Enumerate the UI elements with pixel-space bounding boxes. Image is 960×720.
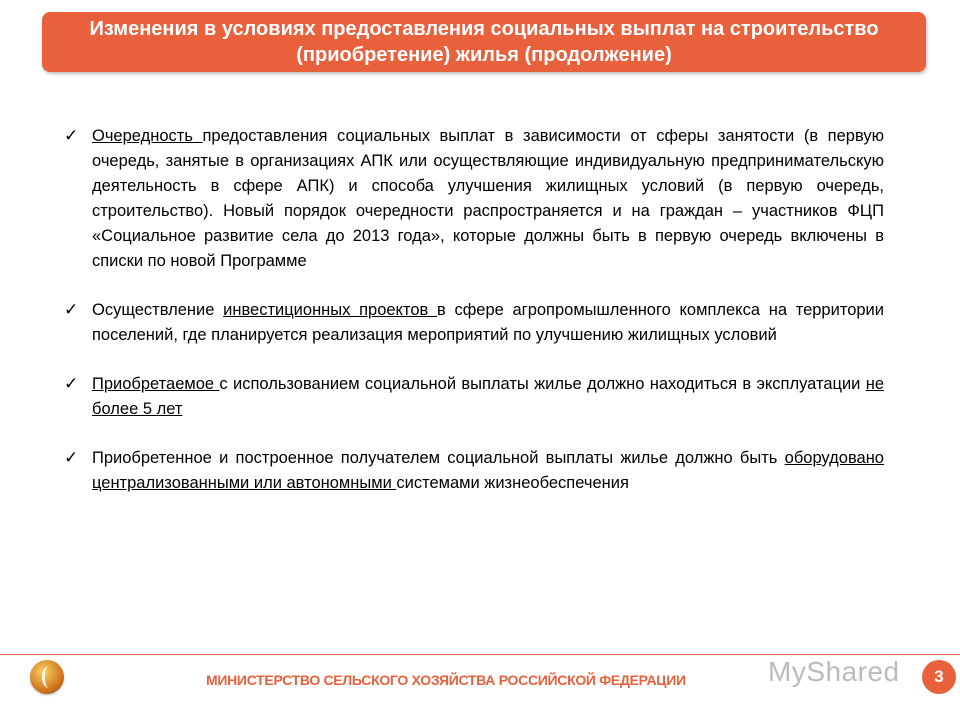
item-underlined-text: инвестиционных проектов — [223, 301, 437, 319]
list-item — [64, 372, 884, 422]
list-item — [64, 298, 884, 348]
item-text: системами жизнеобеспечения — [396, 474, 629, 492]
item-underlined-text: оборудовано централизованными или автономными — [92, 449, 884, 492]
checkmark-icon: ✓ — [64, 374, 79, 394]
footer-ministry-name: МИНИСТЕРСТВО СЕЛЬСКОГО ХОЗЯЙСТВА РОССИЙСКОЙ ФЕДЕРАЦИИ — [206, 672, 686, 688]
item-text: Приобретенное и построенное получателем социальной выплаты жилье должно быть — [92, 449, 785, 467]
title-bar — [42, 12, 926, 72]
item-text: предоставления социальных выплат в зависимости от сферы занятости (в первую очередь, занятые в организациях АПК или осуществляющие индивидуальную предпринимательскую деятельность в сфере АПК) и способа улучшения жилищных условий (в первую очередь, строительство). Новый порядок очередности распространяется и на граждан – участников ФЦП «Социальное развитие села до 2013 года», которые должны быть в первую очередь включены в списки по новой Программе — [92, 127, 884, 270]
bullet-list — [64, 124, 884, 520]
ministry-emblem-icon — [30, 660, 64, 694]
checkmark-icon: ✓ — [64, 300, 79, 320]
item-text: Осуществление — [92, 301, 224, 319]
item-text: с использованием социальной выплаты жилье должно находиться в эксплуатации — [219, 375, 866, 393]
item-underlined-text: не более 5 лет — [92, 375, 884, 418]
checkmark-icon: ✓ — [64, 126, 79, 146]
watermark-logo: MyShared — [768, 656, 900, 687]
list-item — [64, 446, 884, 496]
list-item — [64, 124, 884, 274]
item-underlined-text: Приобретаемое — [92, 375, 220, 393]
page-number-badge: 3 — [922, 660, 956, 694]
page-title: Изменения в условиях предоставления социальных выплат на строительство (приобретение) жилья (продолжение) — [89, 18, 879, 66]
item-text: в сфере агропромышленного комплекса на территории поселений, где планируется реализация мероприятий по улучшению жилищных условий — [92, 301, 884, 344]
footer-divider — [0, 654, 960, 655]
checkmark-icon: ✓ — [64, 448, 79, 468]
item-underlined-text: Очередность — [92, 127, 203, 145]
